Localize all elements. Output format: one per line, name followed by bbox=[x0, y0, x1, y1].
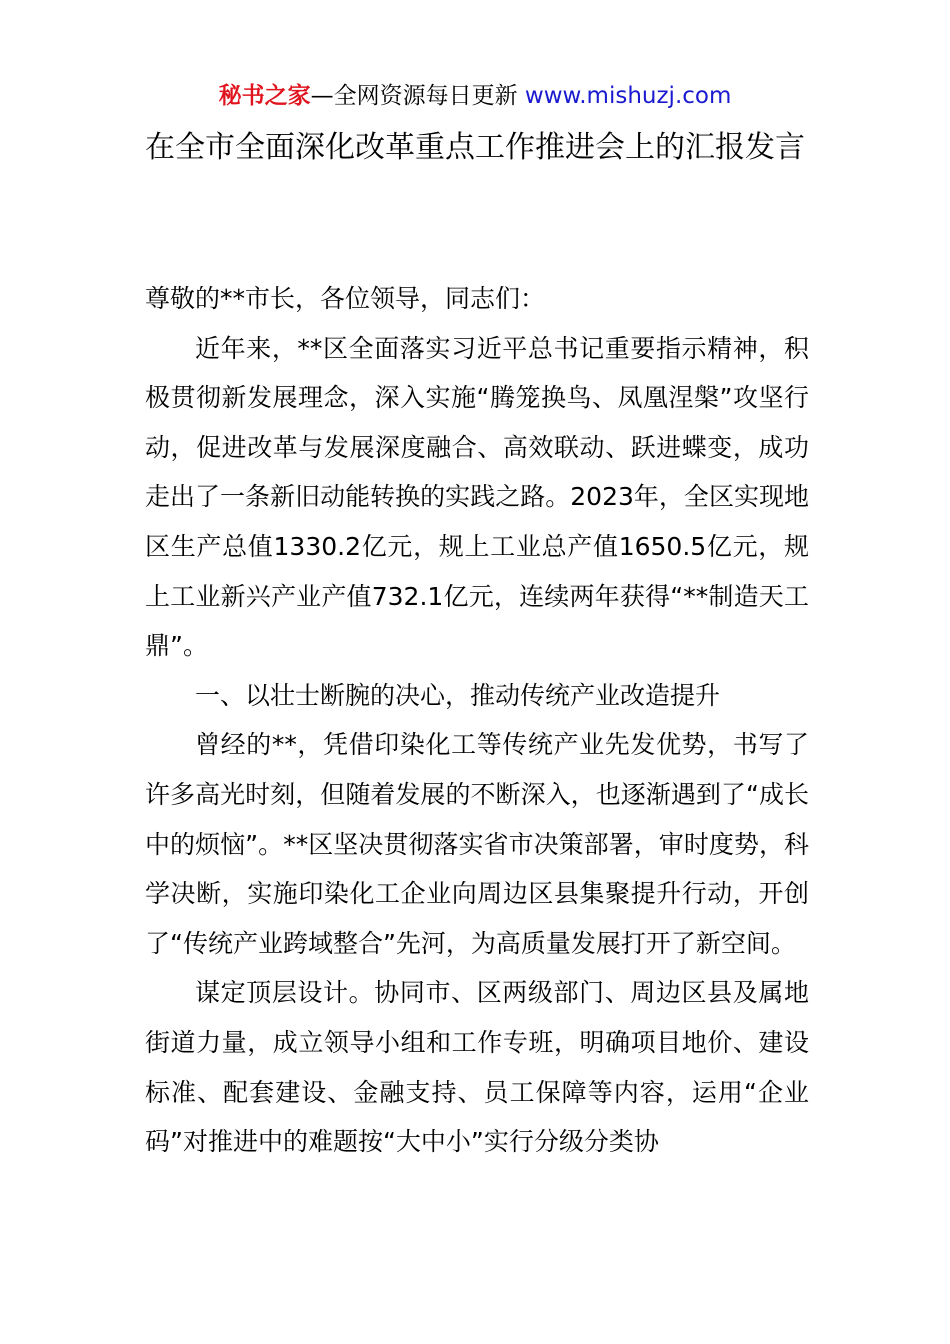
section-heading-1: 一、以壮士断腕的决心，推动传统产业改造提升 bbox=[195, 680, 721, 710]
paragraph-intro: 近年来，**区全面落实习近平总书记重要指示精神，积极贯彻新发展理念，深入实施“腾笼换鸟、凤凰涅槃”攻坚行动，促进改革与发展深度融合、高效联动、跃进蝶变，成功走出了一条新旧动能转换的实践之路。2023年，全区实现地区生产总值1330.2亿元，规上工业总产值1650.5亿元，规上工业新兴产业产值732.1亿元，连续两年获得“**制造天工鼎”。 bbox=[145, 333, 809, 661]
site-banner bbox=[0, 80, 950, 112]
document-title: 在全市全面深化改革重点工作推进会上的汇报发言 bbox=[145, 130, 805, 165]
site-url-link[interactable]: www.mishuzj.com bbox=[524, 83, 732, 109]
document-body bbox=[145, 274, 809, 1167]
paragraph-section-1: 曾经的**，凭借印染化工等传统产业先发优势，书写了许多高光时刻，但随着发展的不断深入，也逐渐遇到了“成长中的烦恼”。**区坚决贯彻落实省市决策部署，审时度势，科学决断，实施印染化工企业向周边区县集聚提升行动，开创了“传统产业跨域整合”先河，为高质量发展打开了新空间。 bbox=[145, 730, 809, 958]
brand-name: 秘书之家 bbox=[218, 83, 311, 109]
salutation: 尊敬的**市长，各位领导，同志们： bbox=[145, 284, 546, 313]
banner-tagline: —全网资源每日更新 bbox=[310, 83, 525, 109]
paragraph-top-level-design: 谋定顶层设计。协同市、区两级部门、周边区县及属地街道力量，成立领导小组和工作专班，明确项目地价、建设标准、配套建设、金融支持、员工保障等内容，运用“企业码”对推进中的难题按“大中小”实行分级分类协 bbox=[145, 978, 809, 1157]
